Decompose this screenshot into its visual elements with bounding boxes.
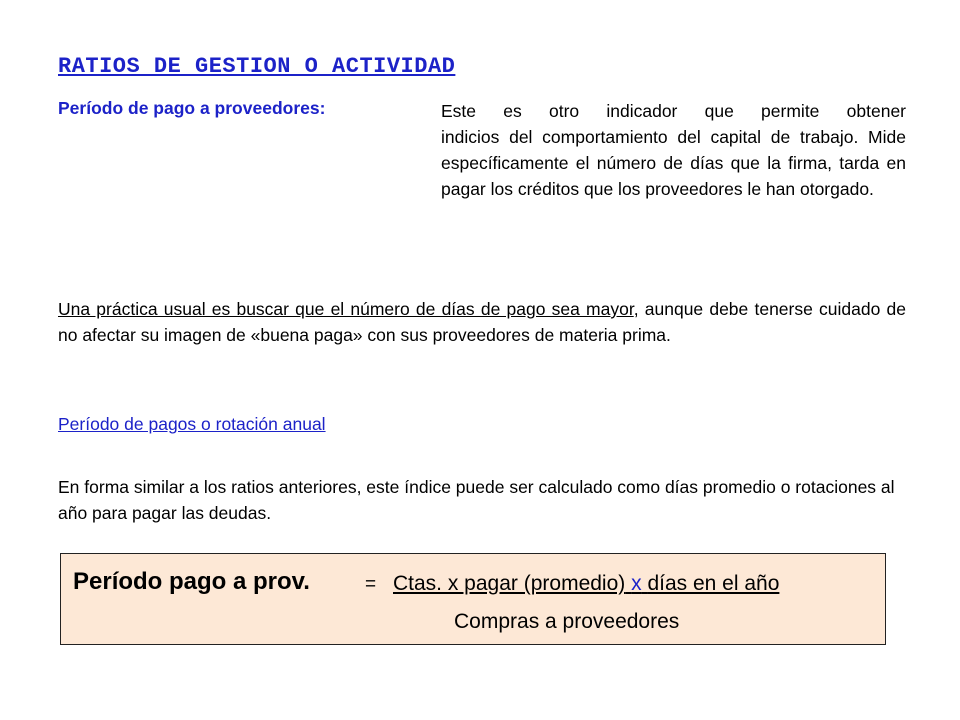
similar-ratios-paragraph: En forma similar a los ratios anteriores, este índice puede ser calculado como días promedio o rotaciones al año para pagar las deudas. <box>58 477 895 523</box>
practice-underlined-text: Una práctica usual es buscar que el número de días de pago sea mayor <box>58 299 634 319</box>
practice-rest-text: , aunque debe tenerse cuidado de no afectar su imagen de «buena paga» con sus proveedores de materia prima. <box>58 299 906 345</box>
definition-body: indicios del comportamiento del capital de trabajo. Mide específicamente el número de días que la firma, tarda en pagar los créditos que los proveedores le han otorgado. <box>441 127 906 199</box>
formula-operator: x <box>631 572 642 595</box>
formula-label: Período pago a prov. <box>73 568 310 595</box>
formula-numerator-b: días en el año <box>647 572 780 595</box>
rotation-link[interactable]: Período de pagos o rotación anual <box>58 414 326 434</box>
definition-term: Período de pago a proveedores: <box>58 98 326 118</box>
formula-box <box>60 553 886 645</box>
formula-denominator: Compras a proveedores <box>454 610 680 633</box>
formula-equals: = <box>365 574 377 595</box>
practice-paragraph <box>58 296 906 348</box>
page-title: RATIOS DE GESTION O ACTIVIDAD <box>58 54 456 79</box>
definition-first-line: Este es otro indicador que permite obtener <box>441 101 906 121</box>
formula-numerator <box>393 572 779 596</box>
formula-numerator-a: Ctas. x pagar (promedio) <box>393 572 626 595</box>
